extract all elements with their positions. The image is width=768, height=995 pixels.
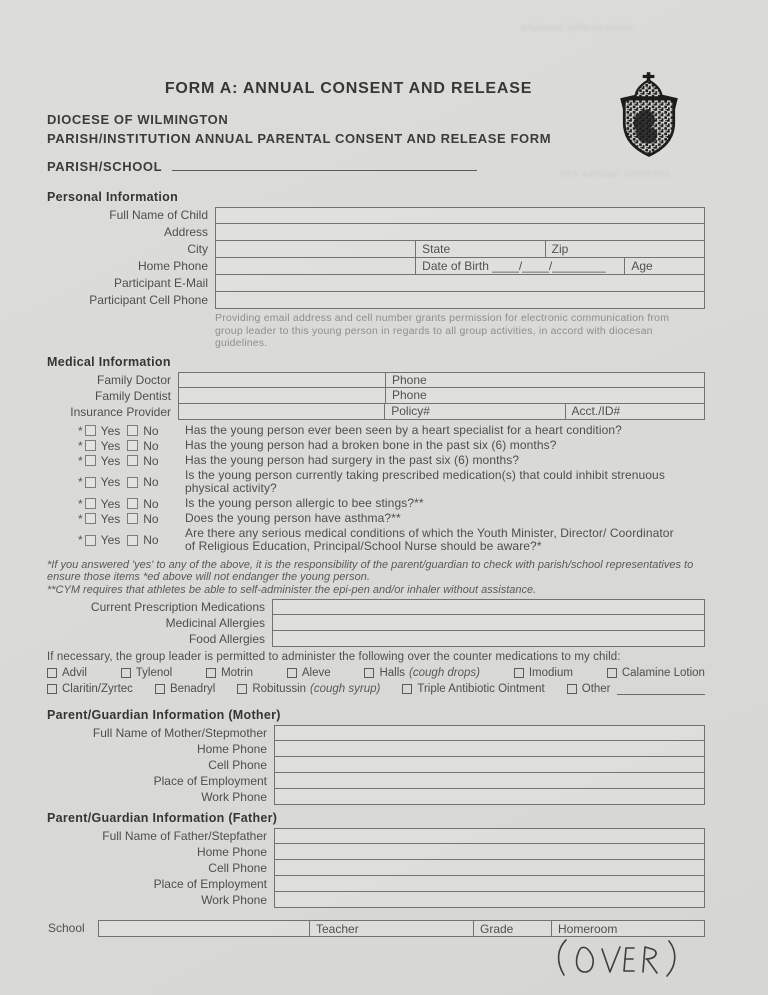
required-star: * [78, 496, 83, 511]
advil-label: Advil [62, 666, 87, 679]
family-doctor-field[interactable] [179, 373, 385, 387]
father-info-heading: Parent/Guardian Information (Father) [47, 811, 278, 825]
parish-school-blank[interactable] [172, 157, 477, 171]
question-row-medication [47, 469, 705, 496]
tylenol-label: Tylenol [135, 666, 173, 679]
yes-label: Yes [100, 511, 121, 526]
address-label: Address [163, 225, 208, 239]
aleve-checkbox[interactable] [287, 668, 297, 678]
home-phone-label: Home Phone [137, 259, 208, 273]
insurance-provider-field[interactable] [179, 404, 384, 419]
father-home-phone-field[interactable] [275, 844, 704, 859]
benadryl-label: Benadryl [169, 682, 216, 695]
yes-label: Yes [100, 475, 121, 489]
personal-info-table [47, 207, 705, 309]
father-cell-phone-row [47, 860, 705, 876]
question-row-asthma [47, 512, 705, 526]
question-row-heart [47, 424, 705, 438]
mother-employment-field[interactable] [275, 773, 704, 788]
question-row-bee-stings [47, 497, 705, 511]
mother-cell-phone-row [47, 757, 705, 773]
question-text: Is the young person currently taking prescribed medication(s) that could inhibit strenuous physical activity? [185, 467, 665, 495]
bee-stings-yes-checkbox[interactable] [85, 498, 96, 509]
question-row-serious-conditions [47, 527, 705, 554]
mother-name-field[interactable] [275, 726, 704, 740]
medical-info-heading: Medical Information [47, 354, 171, 369]
mother-employment-label: Place of Employment [153, 774, 267, 788]
claritin-label: Claritin/Zyrtec [62, 682, 133, 695]
imodium-checkbox[interactable] [514, 668, 524, 678]
no-label: No [143, 511, 159, 526]
required-star: * [78, 511, 83, 526]
homeroom-label: Homeroom [558, 921, 618, 936]
father-employment-row [47, 876, 705, 892]
question-row-broken-bone [47, 439, 705, 453]
footnote-double-star: **CYM requires that athletes be able to self-administer the epi-pen and/or inhaler without assistance. [47, 583, 537, 596]
mother-cell-phone-field[interactable] [275, 757, 704, 772]
triple-antibiotic-label: Triple Antibiotic Ointment [417, 682, 545, 695]
food-allergies-row [47, 631, 705, 647]
policy-label: Policy# [391, 404, 430, 418]
question-text: Does the young person have asthma?** [185, 510, 401, 525]
parish-school-row [47, 157, 705, 174]
scan-artifact: tnesnoc launna eht [560, 168, 670, 180]
aleve-label: Aleve [301, 666, 331, 679]
medication-no-checkbox[interactable] [127, 477, 138, 488]
broken-bone-yes-checkbox[interactable] [85, 440, 96, 451]
cell-phone-label: Participant Cell Phone [89, 293, 208, 307]
family-dentist-label: Family Dentist [94, 388, 171, 403]
imodium-label: Imodium [528, 666, 573, 679]
handwritten-over-note [548, 934, 688, 987]
zip-label: Zip [551, 242, 569, 256]
asthma-no-checkbox[interactable] [127, 513, 138, 524]
bee-stings-no-checkbox[interactable] [127, 498, 138, 509]
parish-school-label: PARISH/SCHOOL [47, 159, 162, 174]
no-label: No [143, 475, 159, 489]
grade-label: Grade [480, 921, 514, 936]
calamine-checkbox[interactable] [607, 668, 617, 678]
family-dentist-field[interactable] [179, 388, 385, 403]
acct-id-label: Acct./ID# [571, 404, 621, 418]
yes-label: Yes [100, 423, 121, 438]
school-field[interactable] [99, 921, 309, 936]
teacher-label: Teacher [316, 921, 359, 936]
father-name-field[interactable] [275, 829, 704, 843]
form-title: FORM A: ANNUAL CONSENT AND RELEASE [164, 80, 533, 97]
mother-home-phone-field[interactable] [275, 741, 704, 756]
zip-field[interactable] [545, 241, 704, 257]
triple-antibiotic-checkbox[interactable] [402, 684, 412, 694]
scan-artifact: noitamrofni tneduts [520, 22, 633, 34]
email-permission-note: Providing email address and cell number grants permission for electronic communication from group leader to this young person in regards to all group activities, in accord with diocesan guidelines. [215, 312, 670, 349]
calamine-label: Calamine Lotion [621, 666, 705, 679]
no-label: No [143, 496, 159, 511]
father-work-phone-field[interactable] [275, 892, 704, 907]
mother-cell-phone-label: Cell Phone [208, 758, 267, 772]
no-label: No [143, 453, 159, 468]
home-phone-field[interactable] [216, 258, 415, 274]
tylenol-checkbox[interactable] [121, 668, 131, 678]
org-name: DIOCESE OF WILMINGTON [47, 112, 229, 127]
yes-label: Yes [100, 453, 121, 468]
father-home-phone-row [47, 844, 705, 860]
yes-label: Yes [100, 496, 121, 511]
full-name-row [47, 207, 705, 224]
no-label: No [143, 438, 159, 453]
city-field[interactable] [216, 241, 415, 257]
full-name-field[interactable] [216, 208, 704, 223]
insurance-label: Insurance Provider [70, 404, 171, 419]
halls-label: Halls [379, 666, 406, 679]
heart-no-checkbox[interactable] [127, 425, 138, 436]
family-dentist-row [47, 388, 705, 404]
claritin-checkbox[interactable] [47, 684, 57, 694]
father-home-phone-label: Home Phone [196, 845, 267, 859]
father-name-row [47, 828, 705, 844]
father-work-phone-row [47, 892, 705, 908]
state-field[interactable] [415, 241, 544, 257]
dentist-phone-label: Phone [392, 388, 427, 402]
medical-info-table [47, 372, 705, 420]
question-text: Is the young person allergic to bee stings?** [185, 495, 424, 510]
med-allergies-field[interactable] [273, 615, 704, 630]
mother-name-label: Full Name of Mother/Stepmother [92, 726, 267, 740]
asthma-yes-checkbox[interactable] [85, 513, 96, 524]
mother-work-phone-row [47, 789, 705, 805]
otc-row-2 [47, 682, 705, 695]
dentist-phone-field[interactable] [385, 388, 704, 403]
question-text: Has the young person had surgery in the past six (6) months? [185, 452, 520, 467]
medication-yes-checkbox[interactable] [85, 477, 96, 488]
required-star: * [78, 438, 83, 453]
broken-bone-no-checkbox[interactable] [127, 440, 138, 451]
age-field[interactable] [624, 258, 704, 274]
yes-label: Yes [100, 533, 121, 547]
surgery-yes-checkbox[interactable] [85, 455, 96, 466]
full-name-label: Full Name of Child [109, 208, 208, 222]
father-cell-phone-label: Cell Phone [208, 861, 267, 875]
city-state-zip-row [47, 241, 705, 258]
food-allergies-field[interactable] [273, 631, 704, 646]
benadryl-checkbox[interactable] [155, 684, 165, 694]
halls-checkbox[interactable] [364, 668, 374, 678]
motrin-label: Motrin [221, 666, 254, 679]
mother-name-row [47, 725, 705, 741]
question-text: Has the young person ever been seen by a heart specialist for a heart condition? [185, 422, 622, 437]
acct-id-field[interactable] [565, 404, 704, 419]
state-label: State [422, 242, 451, 256]
footnote-single-star: *If you answered 'yes' to any of the above, it is the responsibility of the parent/guardian to check with parish/school representatives to ensure those items *ed above will not endanger the young person. [47, 558, 694, 583]
heart-yes-checkbox[interactable] [85, 425, 96, 436]
dob-label: Date of Birth ____/____/________ [422, 259, 606, 273]
other-checkbox[interactable] [567, 684, 577, 694]
otc-intro: If necessary, the group leader is permitted to administer the following over the counter medications to my child: [47, 651, 621, 663]
med-allergies-label: Medicinal Allergies [165, 616, 265, 630]
dob-field[interactable] [415, 258, 624, 274]
insurance-row [47, 404, 705, 420]
father-employment-field[interactable] [275, 876, 704, 891]
address-row [47, 224, 705, 241]
mother-work-phone-field[interactable] [275, 789, 704, 804]
school-label: School [48, 921, 85, 935]
other-label: Other [581, 682, 611, 695]
doctor-phone-label: Phone [392, 372, 427, 387]
motrin-checkbox[interactable] [206, 668, 216, 678]
mother-home-phone-label: Home Phone [196, 742, 267, 756]
robitussin-note: (cough syrup) [310, 682, 381, 695]
serious-conditions-no-checkbox[interactable] [127, 535, 138, 546]
mother-home-phone-row [47, 741, 705, 757]
personal-info-heading: Personal Information [47, 190, 179, 204]
yes-label: Yes [100, 438, 121, 453]
required-star: * [78, 453, 83, 468]
family-doctor-row [47, 372, 705, 388]
required-star: * [78, 475, 83, 489]
policy-field[interactable] [384, 404, 564, 419]
med-allergies-row [47, 615, 705, 631]
question-text: Has the young person had a broken bone in the past six (6) months? [185, 437, 557, 452]
rx-meds-field[interactable] [273, 600, 704, 614]
family-doctor-label: Family Doctor [96, 372, 171, 387]
father-work-phone-label: Work Phone [201, 893, 267, 907]
father-employment-label: Place of Employment [153, 877, 267, 891]
grade-field[interactable] [473, 921, 551, 936]
no-label: No [143, 533, 159, 547]
no-label: No [143, 423, 159, 438]
required-star: * [78, 533, 83, 547]
father-info-table [47, 828, 705, 908]
mother-info-heading: Parent/Guardian Information (Mother) [47, 708, 281, 722]
question-row-surgery [47, 454, 705, 468]
city-label: City [187, 242, 208, 256]
form-subtitle: PARISH/INSTITUTION ANNUAL PARENTAL CONSENT AND RELEASE FORM [47, 131, 552, 146]
cell-phone-row [47, 292, 705, 309]
food-allergies-label: Food Allergies [188, 632, 265, 646]
mother-work-phone-label: Work Phone [201, 790, 267, 804]
org-block [47, 110, 705, 148]
teacher-field[interactable] [309, 921, 473, 936]
serious-conditions-yes-checkbox[interactable] [85, 535, 96, 546]
allergies-table [47, 599, 705, 647]
email-row [47, 275, 705, 292]
halls-note: (cough drops) [409, 666, 481, 679]
required-star: * [78, 423, 83, 438]
home-phone-dob-row [47, 258, 705, 275]
medical-questions [47, 424, 705, 554]
email-field[interactable] [216, 275, 704, 291]
email-label: Participant E-Mail [113, 276, 208, 290]
rx-meds-row [47, 599, 705, 615]
robitussin-label: Robitussin [252, 682, 307, 695]
mother-info-table [47, 725, 705, 805]
surgery-no-checkbox[interactable] [127, 455, 138, 466]
father-cell-phone-field[interactable] [275, 860, 704, 875]
father-name-label: Full Name of Father/Stepfather [102, 829, 267, 843]
address-field[interactable] [216, 224, 704, 240]
question-text: Are there any serious medical conditions of which the Youth Minister, Director/ Coordinator of Religious Education, Principal/School Nurse should be aware?* [185, 525, 674, 553]
otc-row-1 [47, 666, 705, 679]
footnotes [47, 559, 705, 597]
robitussin-checkbox[interactable] [237, 684, 247, 694]
other-blank[interactable] [617, 683, 705, 695]
doctor-phone-field[interactable] [385, 373, 704, 387]
age-label: Age [631, 259, 653, 273]
cell-phone-field[interactable] [216, 292, 704, 308]
rx-meds-label: Current Prescription Medications [90, 600, 265, 614]
advil-checkbox[interactable] [47, 668, 57, 678]
mother-employment-row [47, 773, 705, 789]
